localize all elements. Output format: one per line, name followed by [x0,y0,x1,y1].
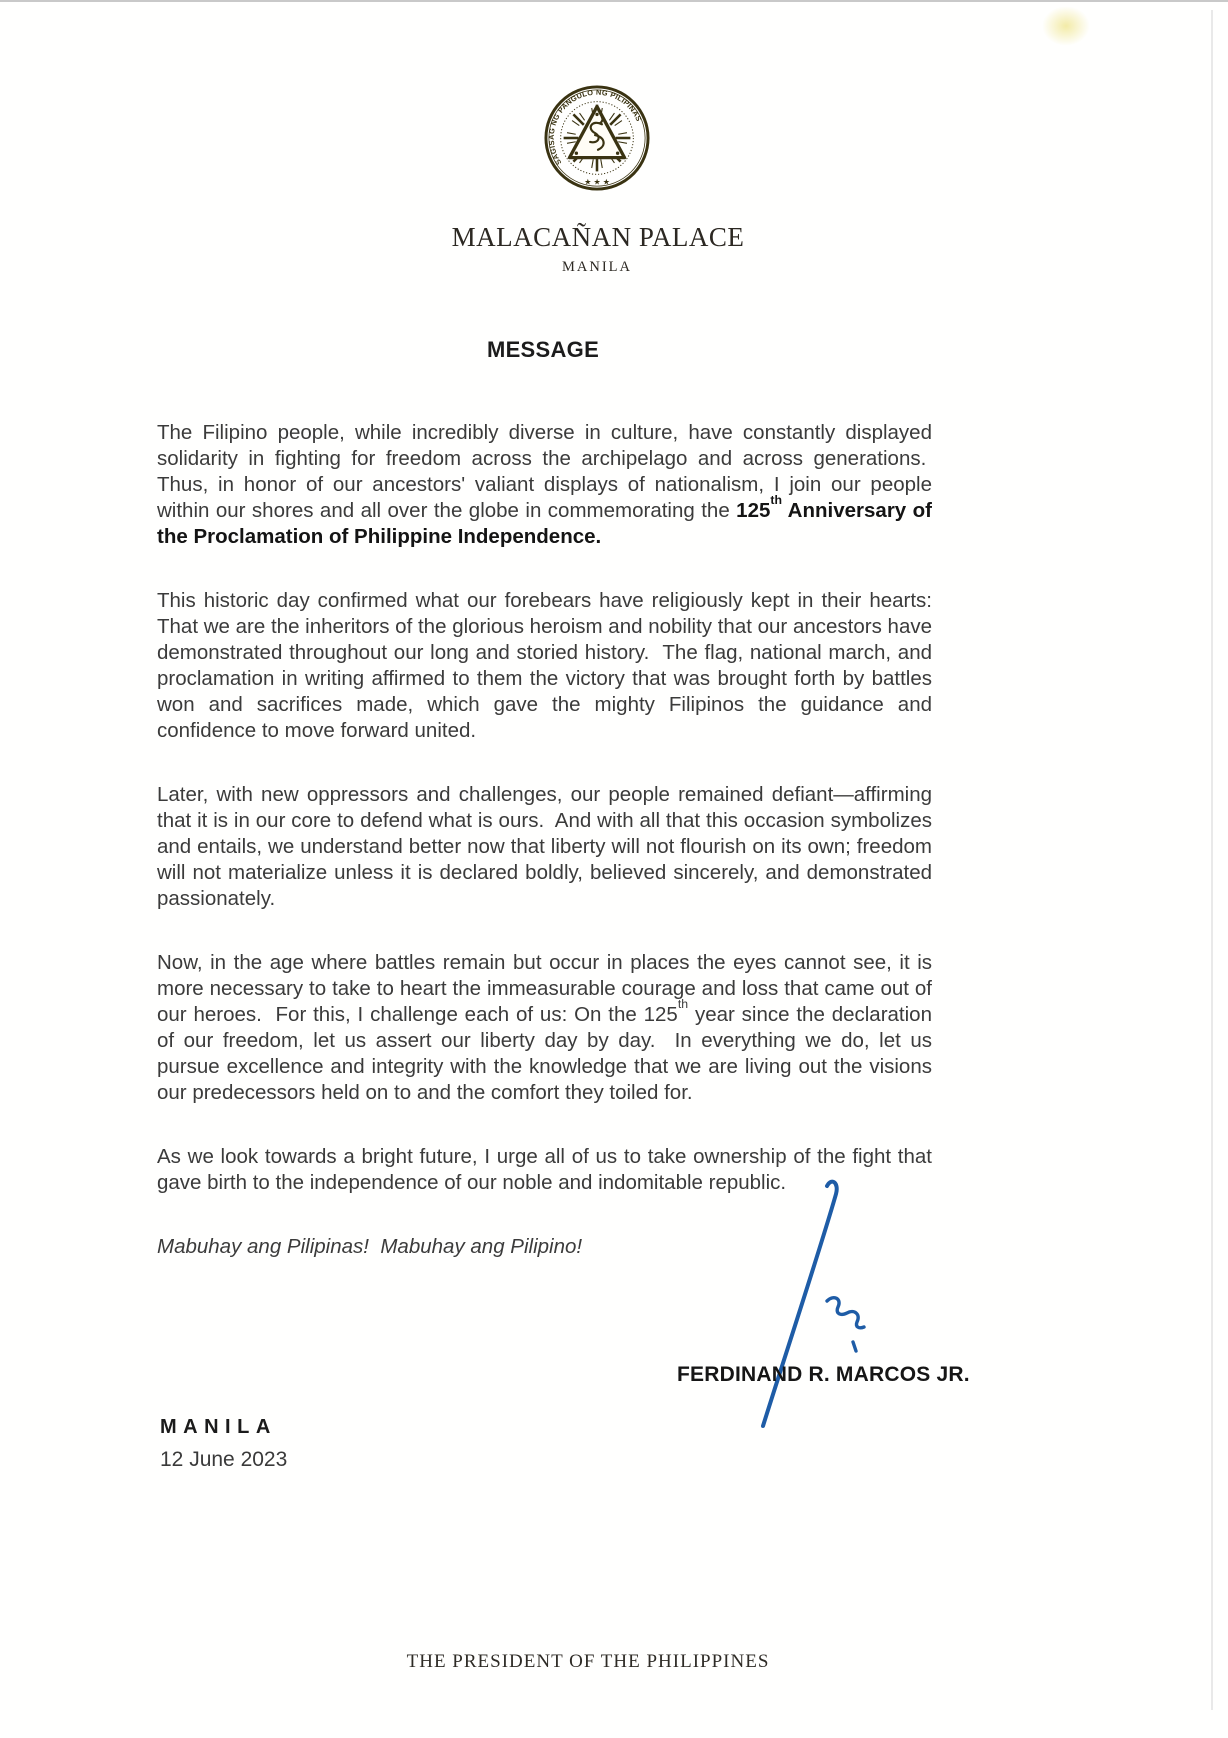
highlight-smudge [1042,6,1090,46]
letterhead-city: MANILA [562,259,632,275]
scan-right-edge-line [1211,10,1213,1710]
paragraph: Later, with new oppressors and challenges, our people remained defiant—affirming that it is in our core to defend what is ours. And with all that this occasion symbolizes and entails, we understand better now that liberty will not flourish on its own; freedom will not materialize unless it is declared boldly, believed sincerely, and demonstrated passionately. [157,783,932,910]
paragraph: This historic day confirmed what our forebears have religiously kept in their hearts: That we are the inheritors of the glorious heroism and nobility that our ancestors have demonstrated throughout our long and storied history. The flag, national march, and proclamation in writing affirmed to them the victory that was brought forth by battles won and sacrifices made, which gave the mighty Filipinos the guidance and confidence to move forward united. [157,589,932,742]
footer-title: THE PRESIDENT OF THE PHILIPPINES [406,1651,770,1672]
seal-stars: ★ ★ ★ [584,177,610,187]
signatory-name: FERDINAND R. MARCOS JR. [677,1363,970,1386]
scan-top-edge-line [0,0,1228,2]
date-line: 12 June 2023 [160,1448,288,1471]
place-line: MANILA [160,1416,277,1438]
presidential-seal-icon [543,84,651,192]
seal-ring-text: SAGISAG NG PANGULO NG PILIPINAS [546,87,644,167]
paragraph: Mabuhay ang Pilipinas! Mabuhay ang Pilipino! [157,1235,583,1258]
message-title: MESSAGE [486,337,600,362]
paragraph: As we look towards a bright future, I urge all of us to take ownership of the fight that gave birth to the independence of our noble and indomitable republic. [157,1145,932,1194]
paragraph: Now, in the age where battles remain but occur in places the eyes cannot see, it is more necessary to take to heart the immeasurable courage and loss that came out of our heroes. For this, I challenge each of us: On the 125th year since the declaration of our freedom, let us assert our liberty day by day. In everything we do, let us pursue excellence and integrity with the knowledge that we are living out the visions our predecessors held on to and the comfort they toiled for. [157,951,932,1104]
signature-ink [732,1150,882,1440]
letterhead-palace: MALACAÑAN PALACE [451,222,745,252]
paragraph: The Filipino people, while incredibly diverse in culture, have constantly displayed solidarity in fighting for freedom across the archipelago and across generations. Thus, in honor of our ancestors' valiant displays of nationalism, I join our people within our shores and all over the globe in commemorating the 125th Anniversary of the Proclamation of Philippine Independence. [157,421,932,548]
